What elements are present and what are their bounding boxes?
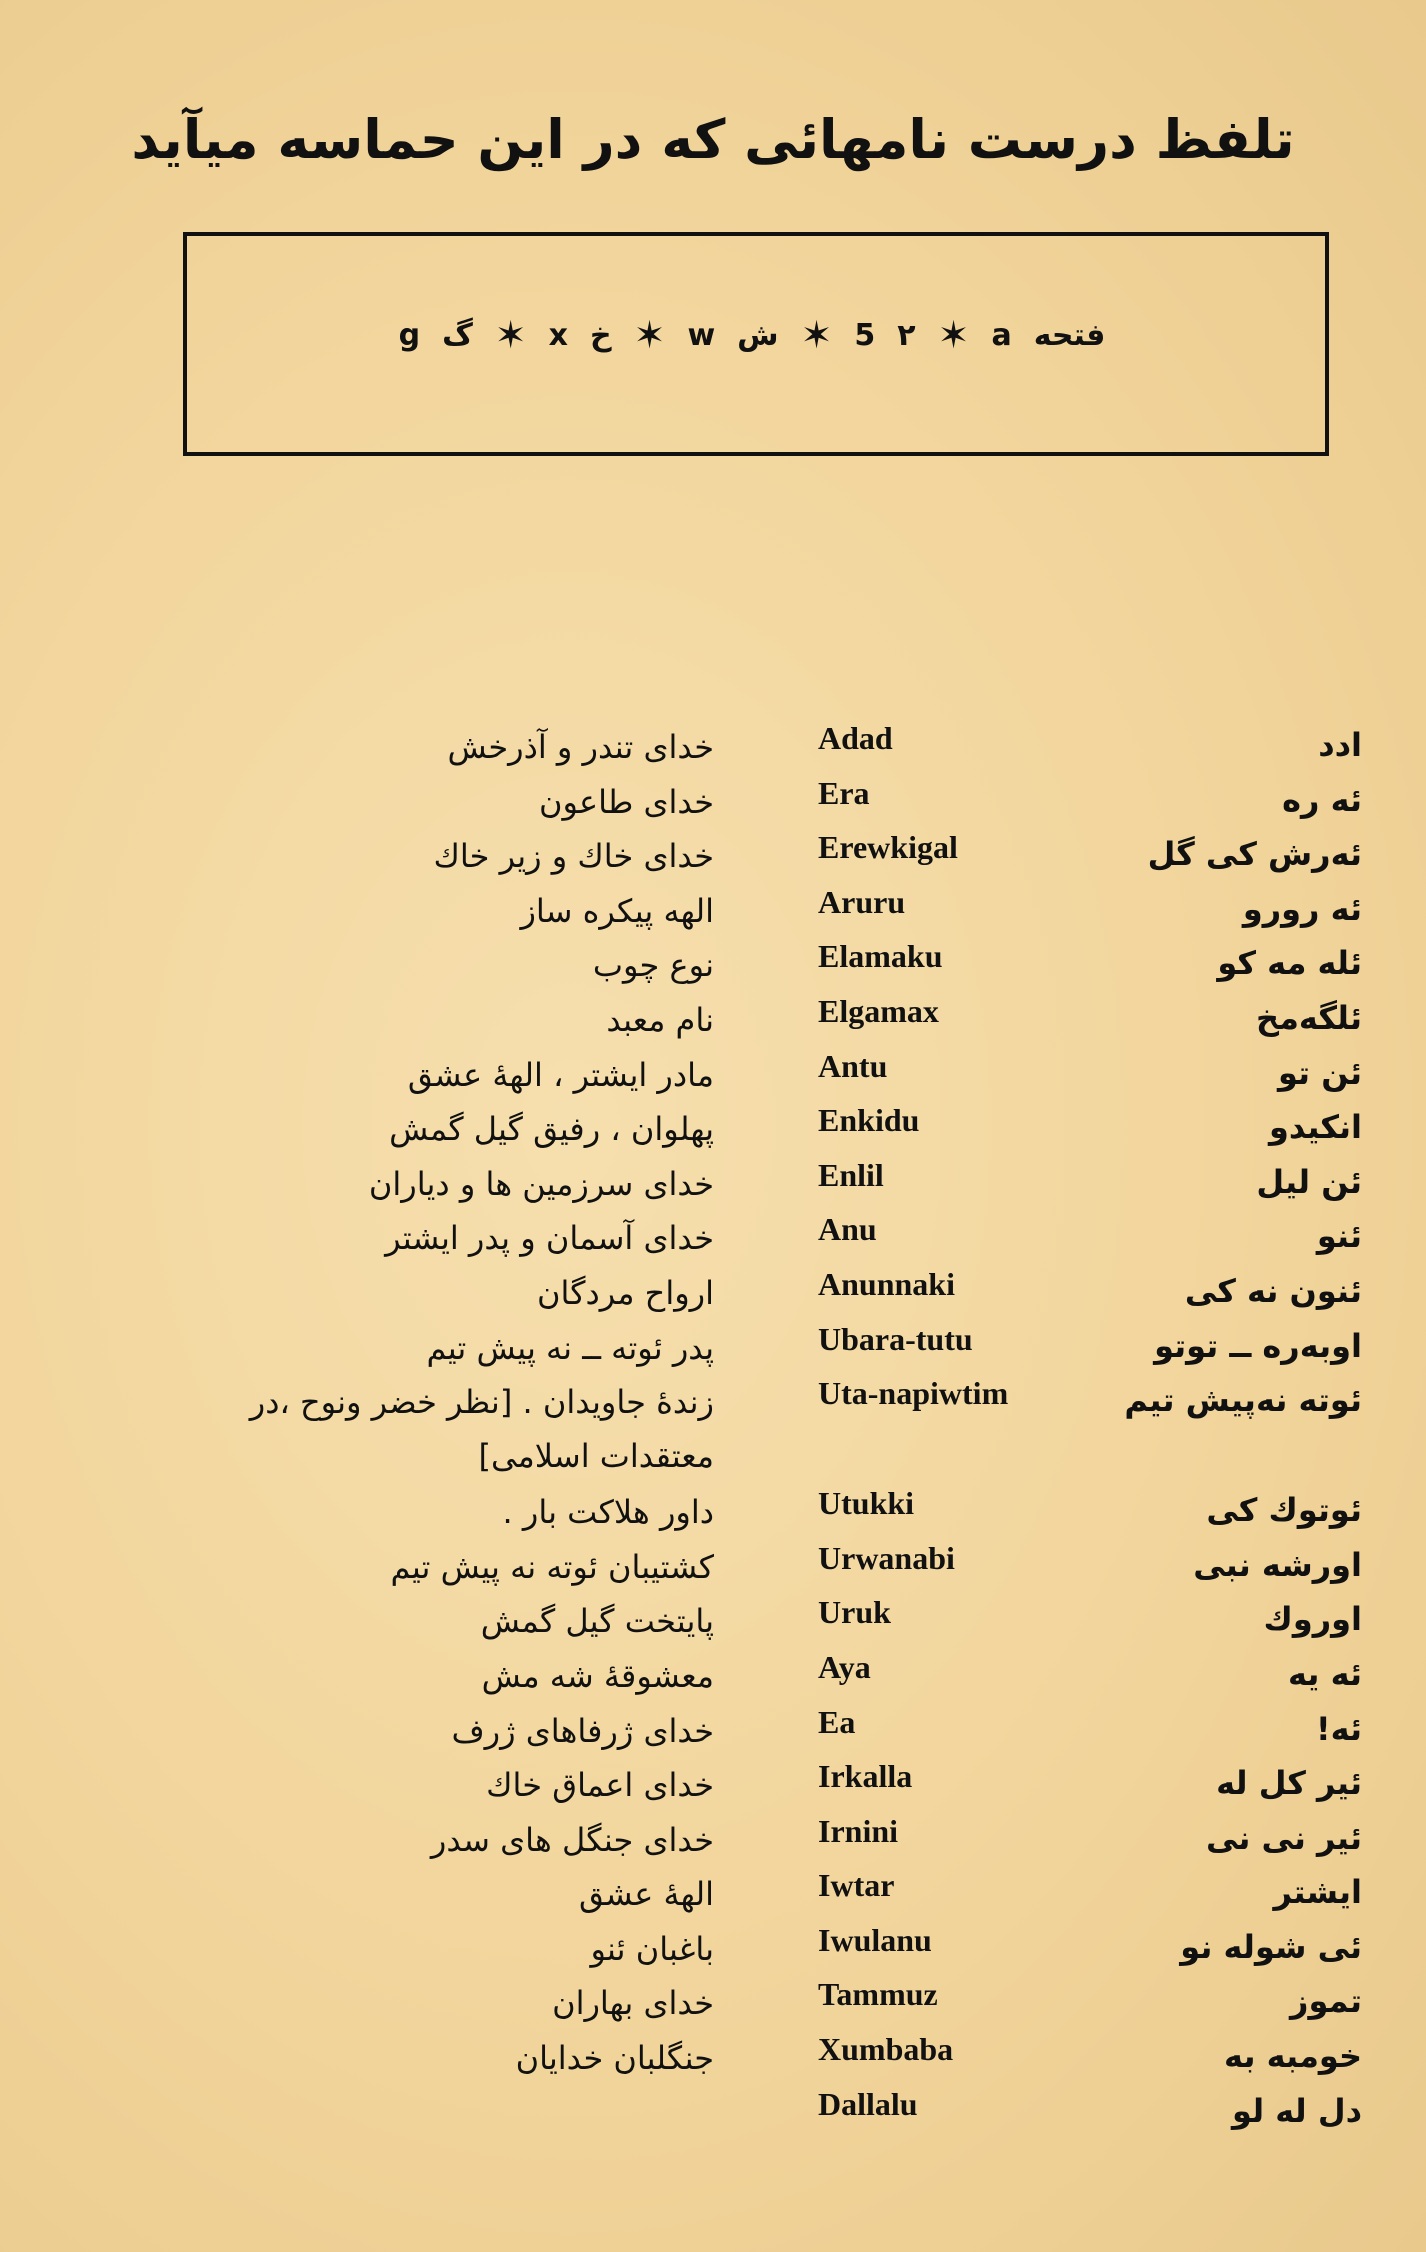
latin-name: Uruk (818, 1594, 891, 1631)
glossary-row (0, 1867, 1426, 1922)
meaning-text: معشوقهٔ شه مش (481, 1656, 714, 1695)
latin-name: Dallalu (818, 2085, 918, 2122)
meaning-text: خدای بهاران (552, 1984, 714, 2023)
kurdish-name: ئن تو (1277, 1053, 1362, 1092)
meaning-text: مادر ایشتر ، الههٔ عشق (407, 1055, 714, 1094)
glossary-list (0, 720, 1426, 2140)
kurdish-name: ئیر کل له (1216, 1764, 1362, 1803)
meaning-text: خدای سرزمین ها و دیاران (368, 1164, 714, 1203)
glossary-row (0, 884, 1426, 939)
latin-name: Antu (818, 1047, 888, 1084)
latin-name: Xumbaba (818, 2031, 954, 2068)
glossary-row (0, 829, 1426, 884)
meaning-text: خدای خاك و زیر خاك (433, 837, 714, 876)
latin-name: Iwtar (818, 1867, 895, 1904)
kurdish-name: ئنو (1316, 1217, 1362, 1256)
glossary-row (0, 775, 1426, 830)
latin-name: Anunnaki (818, 1265, 955, 1302)
key-item: خ (589, 317, 612, 353)
latin-name: Enkidu (818, 1102, 920, 1139)
kurdish-name: اوروك (1263, 1600, 1362, 1639)
meaning-text: باغبان ئنو (590, 1929, 714, 1968)
glossary-row (0, 1704, 1426, 1759)
latin-name: Enlil (818, 1156, 884, 1193)
glossary-row (0, 1922, 1426, 1977)
kurdish-name: ادد (1318, 726, 1362, 764)
latin-name: Era (818, 774, 870, 811)
glossary-row (0, 1102, 1426, 1157)
kurdish-name: ئه یه (1288, 1654, 1362, 1693)
glossary-row (0, 1157, 1426, 1212)
meaning-text: الهه پیکره ساز (520, 891, 714, 930)
pronunciation-key-row (187, 313, 1325, 357)
meaning-text: خدای اعماق خاك (486, 1766, 714, 1805)
kurdish-name: اوبەرە ــ توتو (1154, 1326, 1362, 1365)
meaning-text: خدای طاعون (538, 782, 714, 821)
kurdish-name: اورشه نبی (1193, 1545, 1362, 1584)
kurdish-name: ئه رورو (1242, 889, 1362, 928)
meaning-text: ارواح مردگان (536, 1273, 714, 1312)
key-item: فتحه (1033, 317, 1106, 353)
latin-name: Uta-napiwtim (818, 1375, 1009, 1412)
latin-name: Irkalla (818, 1758, 913, 1795)
key-item: ٢ (897, 317, 916, 353)
meaning-text: خدای تندر و آذرخش (447, 728, 714, 766)
glossary-row (0, 1048, 1426, 1103)
meaning-text: داور هلاکت بار . (502, 1493, 714, 1532)
latin-name: Aya (818, 1648, 871, 1685)
glossary-row (0, 1540, 1426, 1595)
latin-name: Utukki (818, 1485, 915, 1522)
kurdish-name: خومبه به (1224, 2037, 1362, 2076)
key-item: a (991, 317, 1012, 353)
kurdish-name: ئەرش کی گل (1147, 835, 1362, 874)
meaning-text: پهلوان ، رفیق گیل گمش (389, 1110, 714, 1149)
latin-name: Iwulanu (818, 1921, 932, 1958)
kurdish-name: ئه! (1315, 1709, 1362, 1748)
latin-name: Tammuz (818, 1976, 938, 2013)
glossary-row (0, 1266, 1426, 1321)
glossary-row (0, 720, 1426, 775)
glossary-row (0, 1485, 1426, 1540)
meaning-text: الههٔ عشق (578, 1875, 714, 1914)
star-icon: ✶ (494, 313, 527, 357)
glossary-row (0, 2086, 1426, 2141)
latin-name: Elgamax (818, 992, 939, 1029)
star-icon: ✶ (937, 313, 970, 357)
latin-name: Ubara-tutu (818, 1320, 973, 1357)
kurdish-name: تموز (1290, 1982, 1362, 2021)
glossary-row (0, 993, 1426, 1048)
meaning-text: نوع چوب (592, 946, 714, 985)
meaning-text: پایتخت گیل گمش (480, 1602, 714, 1641)
key-item: w (687, 317, 716, 353)
key-item: ش (737, 317, 779, 353)
kurdish-name: ئلگەمخ (1256, 998, 1362, 1037)
page-title: تلفظ درست نامهائی که در این حماسه میآید (131, 108, 1295, 171)
glossary-row (0, 1375, 1426, 1485)
latin-name: Adad (818, 720, 893, 756)
kurdish-name: ئنون نه کی (1184, 1271, 1362, 1310)
star-icon: ✶ (633, 313, 666, 357)
glossary-row (0, 2031, 1426, 2086)
latin-name: Elamaku (818, 938, 943, 975)
glossary-row (0, 1813, 1426, 1868)
key-item: g (398, 317, 421, 353)
latin-name: Ea (818, 1703, 856, 1740)
latin-name: Erewkigal (818, 829, 958, 866)
glossary-row (0, 1758, 1426, 1813)
glossary-row (0, 1321, 1426, 1376)
meaning-text: خدای آسمان و پدر ایشتر (385, 1219, 714, 1258)
glossary-row (0, 1976, 1426, 2031)
meaning-text: پدر ئوته ــ نه پیش تیم (426, 1328, 714, 1367)
pronunciation-key-box (183, 232, 1329, 456)
kurdish-name: دل له لو (1232, 2091, 1362, 2130)
meaning-text: جنگلبان خدایان (515, 2039, 714, 2078)
key-item: x (548, 317, 568, 353)
kurdish-name: ئوته نەپیش تیم (1124, 1381, 1362, 1420)
latin-name: Anu (818, 1211, 877, 1248)
meaning-text: خدای ژرفاهای ژرف (451, 1711, 714, 1750)
glossary-row (0, 1594, 1426, 1649)
star-icon: ✶ (800, 313, 833, 357)
key-item: گ (442, 317, 473, 353)
kurdish-name: ایشتر (1273, 1873, 1362, 1912)
kurdish-name: ئیر نی نی (1205, 1818, 1362, 1857)
glossary-row (0, 938, 1426, 993)
meaning-text: کشتیبان ئوته نه پیش تیم (390, 1547, 714, 1586)
meaning-text: نام معبد (606, 1000, 714, 1039)
meaning-text: خدای جنگل های سدر (430, 1820, 714, 1859)
kurdish-name: ئه ره (1282, 780, 1362, 819)
kurdish-name: ئن لیل (1256, 1162, 1362, 1201)
meaning-text: زندهٔ جاویدان . [نظر خضر ونوح ،در معتقدات اسلامی] (249, 1383, 714, 1476)
kurdish-name: ئی شوله نو (1180, 1927, 1362, 1966)
key-item: 5 (854, 317, 876, 353)
glossary-row (0, 1211, 1426, 1266)
latin-name: Irnini (818, 1812, 899, 1849)
kurdish-name: ئله مه کو (1217, 944, 1362, 983)
latin-name: Urwanabi (818, 1539, 955, 1576)
kurdish-name: انکیدو (1268, 1108, 1362, 1147)
kurdish-name: ئوتوك كی (1206, 1491, 1362, 1530)
glossary-row (0, 1649, 1426, 1704)
latin-name: Aruru (818, 883, 906, 920)
